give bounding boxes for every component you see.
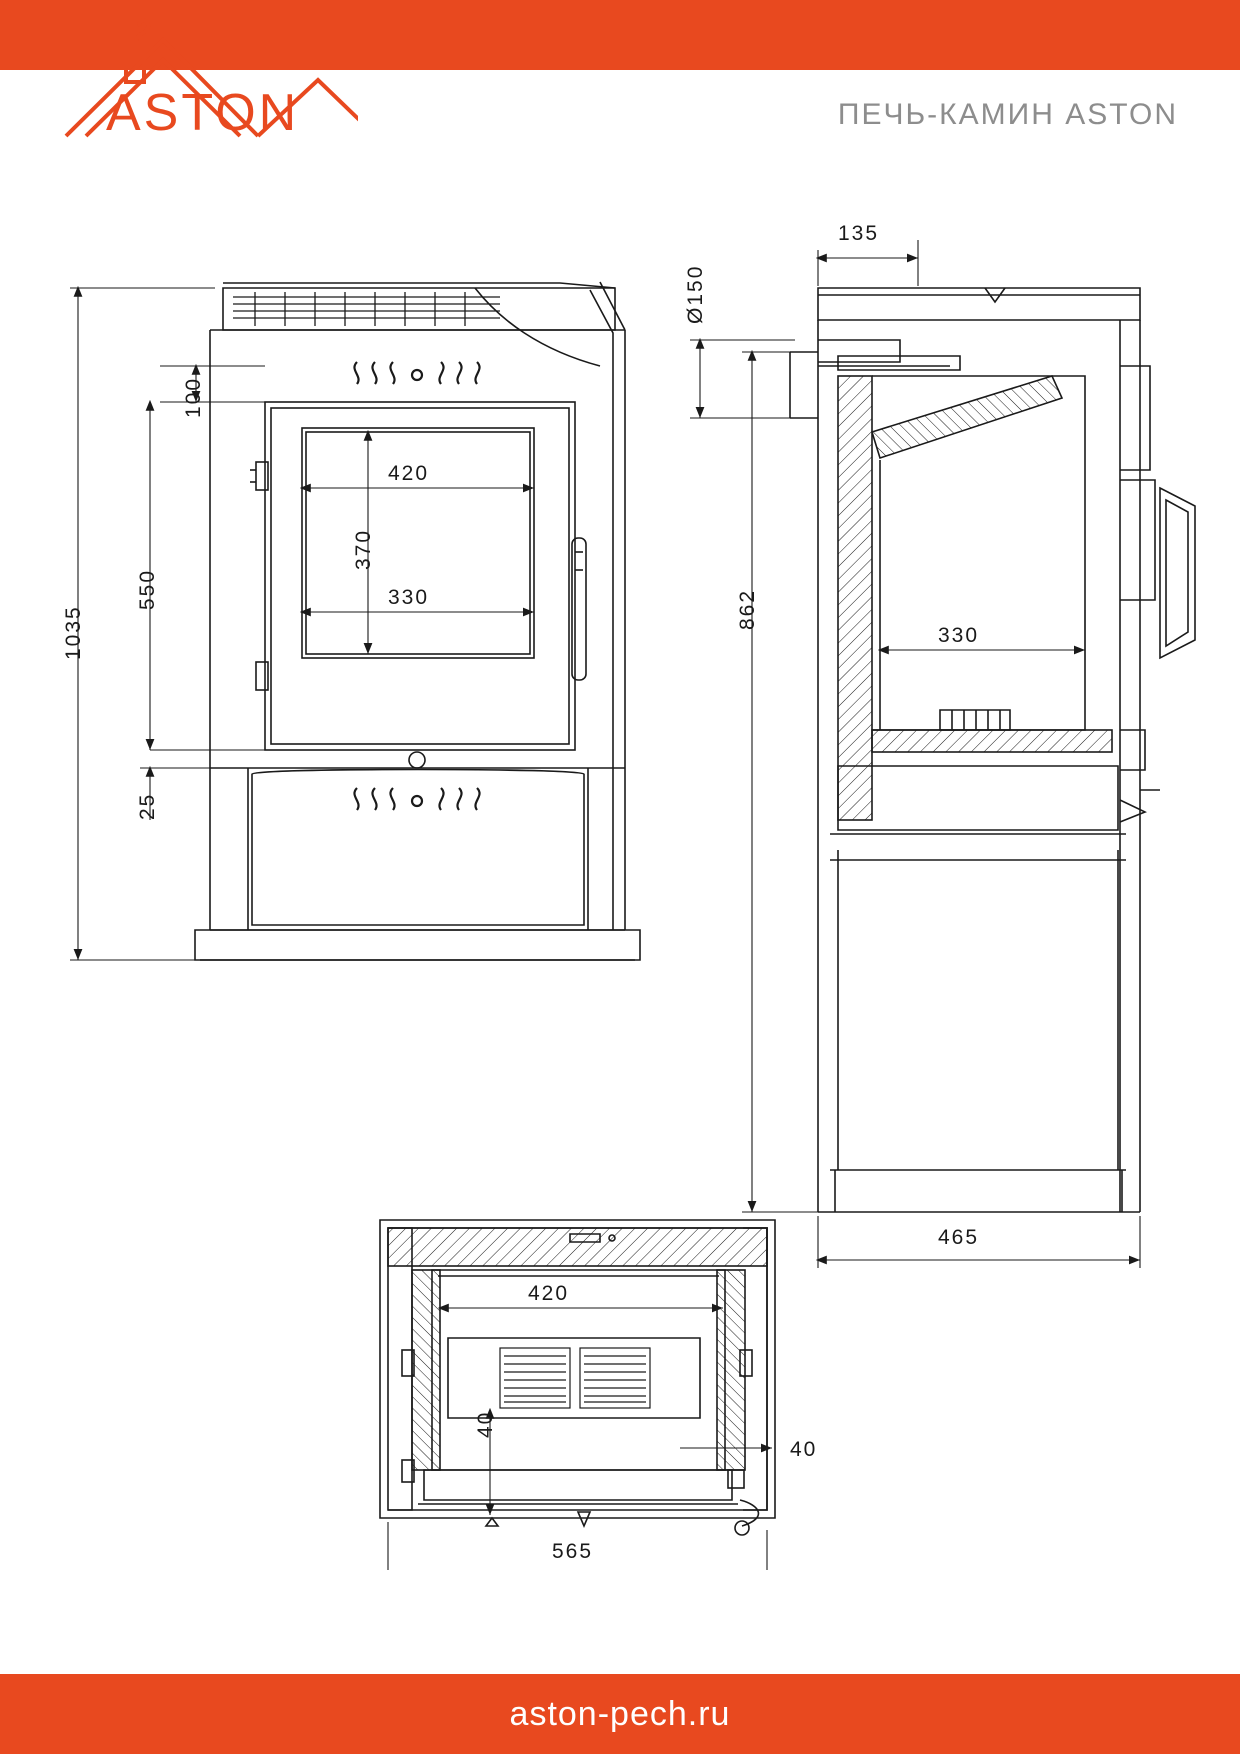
dim-plan-wall-thickness-left: 40 [474, 1410, 497, 1438]
side-view-dimensions [690, 240, 1140, 1268]
dim-side-flue-diameter: Ø150 [684, 264, 707, 324]
dim-plan-wall-thickness-right: 40 [790, 1438, 818, 1461]
site-url: aston-pech.ru [509, 1694, 731, 1733]
dim-front-door-top-offset: 100 [182, 376, 205, 418]
dim-front-total-height: 1035 [62, 605, 85, 660]
dim-front-glass-height: 370 [352, 528, 375, 570]
dim-front-base-offset: 25 [136, 792, 159, 820]
dim-front-glass-width-top: 420 [388, 462, 430, 485]
dim-plan-inner-width: 420 [528, 1282, 570, 1305]
plan-view-dimensions [388, 1308, 772, 1570]
page-title: ПЕЧЬ-КАМИН ASTON [837, 98, 1178, 131]
footer-bar [0, 1674, 1240, 1754]
dim-front-glass-width-bottom: 330 [388, 586, 430, 609]
dim-side-flue-offset: 135 [838, 222, 880, 245]
front-view [195, 282, 640, 960]
technical-drawing [0, 170, 1240, 1570]
dim-side-height: 862 [736, 588, 759, 630]
logo [58, 18, 358, 153]
dim-side-total-depth: 465 [938, 1226, 980, 1249]
top-plan-view [380, 1220, 775, 1535]
dim-plan-total-width: 565 [552, 1540, 594, 1563]
side-section-view [790, 288, 1195, 1212]
dim-side-firebox-depth: 330 [938, 624, 980, 647]
dim-front-door-height: 550 [136, 568, 159, 610]
logo-text: ASTON [106, 84, 300, 142]
